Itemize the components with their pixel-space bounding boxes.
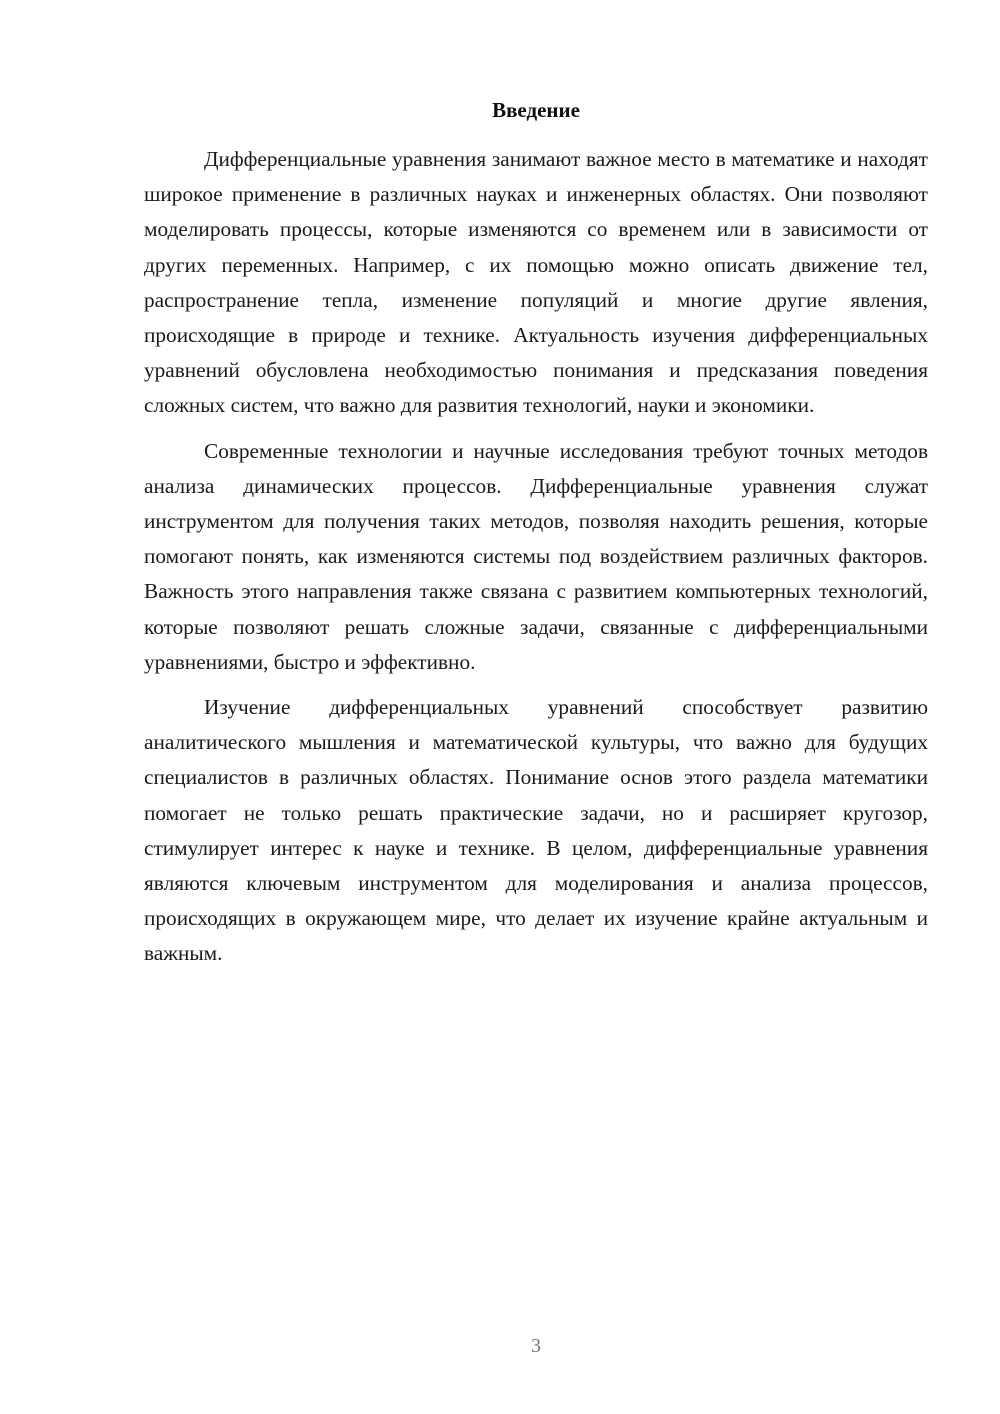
paragraph-3: Изучение дифференциальных уравнений способствует развитию аналитического мышления и математической культуры, что важно для будущих специалистов в различных областях. Понимание основ этого раздела математики помогает не только решать практические задачи, но и расширяет кругозор, стимулирует интерес к науке и технике. В целом, дифференциальные уравнения являются ключевым инструментом для моделирования и анализа процессов, происходящих в окружающем мире, что делает их изучение крайне актуальным и важным. [144, 695, 928, 966]
section-title: Введение [492, 98, 580, 122]
paragraph-1: Дифференциальные уравнения занимают важное место в математике и находят широкое применение в различных науках и инженерных областях. Они позволяют моделировать процессы, которые изменяются со временем или в зависимости от других переменных. Например, с их помощью можно описать движение тел, распространение тепла, изменение популяций и многие другие явления, происходящие в природе и технике. Актуальность изучения дифференциальных уравнений обусловлена необходимостью понимания и предсказания поведения сложных систем, что важно для развития технологий, науки и экономики. [144, 147, 928, 418]
paragraph-2: Современные технологии и научные исследования требуют точных методов анализа динамических процессов. Дифференциальные уравнения служат инструментом для получения таких методов, позволяя находить решения, которые помогают понять, как изменяются системы под воздействием различных факторов. Важность этого направления также связана с развитием компьютерных технологий, которые позволяют решать сложные задачи, связанные с дифференциальными уравнениями, быстро и эффективно. [144, 438, 928, 674]
page-number: 3 [531, 1335, 541, 1357]
body-text [144, 142, 928, 982]
